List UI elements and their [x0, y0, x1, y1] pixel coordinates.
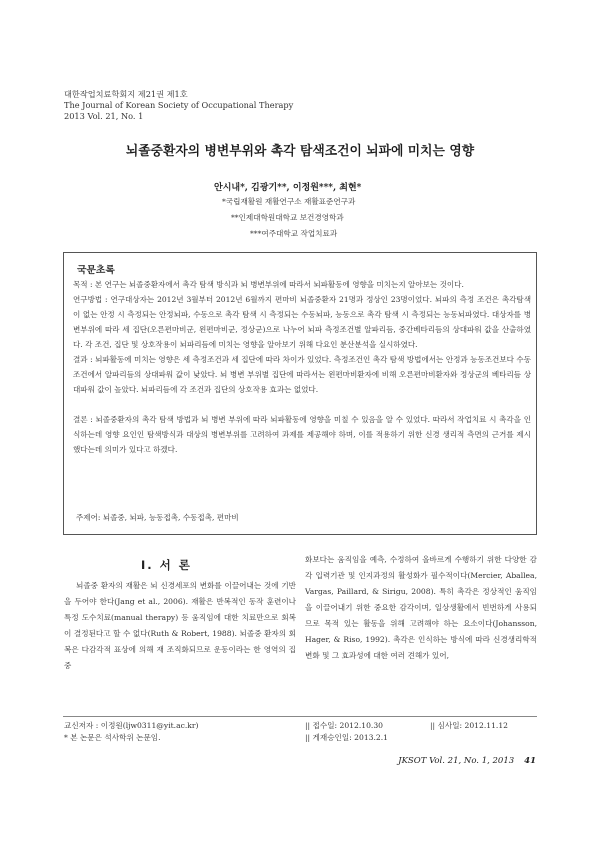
abstract-methods: 연구방법 : 연구대상자는 2012년 3월부터 2012년 6월까지 편마비 뇌졸중환자 21명과 정상인 23명이었다. 뇌파의 측정 조건은 촉각탐색이 없는 안정 시 측정되는 안정뇌파, 수동으로 촉각 탐색 시 측정되는 수동뇌파, 능동으로 촉각 탐색 시 측정되는 능동뇌파였다. 대상자를 병변부위에 따라 세 집단(오른편마비군, 왼편마비군, 정상군)으로 나누어 뇌파 측정조건별 알파리듬, 중간베타리듬의 상대파워 값을 산출하였다. 각 조건, 집단 및 상호작용이 뇌파리듬에 미치는 영향을 알아보기 위해 다요인 분산분석을 실시하였다.: [73, 295, 531, 349]
abstract-conclusion: 결론 : 뇌졸중환자의 촉각 탐색 방법과 뇌 병변 부위에 따라 뇌파활동에 영향을 미칠 수 있음을 알 수 있었다. 따라서 작업치료 시 촉각을 인식하는데 영향 요인인 탐색방식과 대상의 병변부위를 고려하여 과제를 제공해야 하며, 이를 적용하기 위한 신경 생리적 측면의 근거를 제시했다는데 의미가 있다고 하겠다.: [73, 415, 531, 454]
keywords: 주제어: 뇌졸중, 뇌파, 능동접촉, 수동접촉, 편마비: [76, 513, 239, 522]
right-paragraph: 화보다는 움직임을 예측, 수정하여 올바르게 수행하기 위한 다양한 감각 입력기관 및 인지과정의 활성화가 필수적이다(Mercier, Aballea, Vargas, Paillard, & Sirigu, 2008). 특히 촉각은 정상적인 움직임을 이끌어내기 위한 중요한 감각이며, 일상생활에서 빈번하게 사용되므로 목적 있는 활동을 위해 고려해야 하는 요소이다(Johansson, Hager, & Riso, 1992). 촉각은 인식하는 방식에 따라 신경생리학적 변화 및 그 효과성에 대한 여러 견해가 있어,: [305, 555, 537, 660]
journal-name-english: The Journal of Korean Society of Occupational Therapy: [64, 100, 294, 110]
footer-divider: [63, 716, 537, 717]
affiliation-3: ***여주대학교 작업치료과: [250, 229, 338, 238]
journal-citation: JKSOT Vol. 21, No. 1, 2013: [398, 756, 515, 766]
journal-name-korean: 대한작업치료학회지 제21권 제1호: [64, 89, 188, 99]
accepted-date: || 게재승인일: 2013.2.1: [305, 733, 388, 742]
page-footer: [398, 756, 536, 766]
corresponding-author: 교신저자 : 이정원(ljw0311@yit.ac.kr): [64, 721, 199, 730]
abstract-box: [63, 252, 537, 535]
authors: 안시내*, 김광기**, 이정원***, 최현*: [214, 183, 362, 193]
abstract-results: 결과 : 뇌파활동에 미치는 영향은 세 측정조건과 세 집단에 따라 차이가 있었다. 측정조건인 촉각 탐색 방법에서는 안정과 능동조건보다 수동조건에서 알파리듬의 상대파워 값이 낮았다. 뇌 병변 부위별 집단에 따라서는 왼편마비환자에 비해 오른편마비환자와 정상군의 베타리듬 상대파워 값이 높았다. 뇌파리듬에 각 조건과 집단의 상호작용 효과는 없었다.: [73, 355, 531, 394]
journal-header: [64, 89, 293, 122]
journal-volume: 2013 Vol. 21, No. 1: [64, 111, 144, 121]
thesis-note: * 본 논문은 석사학위 논문임.: [64, 733, 161, 742]
affiliation-1: *국립재활원 재활연구소 재활표준연구과: [222, 197, 356, 206]
left-paragraph: 뇌졸중 환자의 재활은 뇌 신경세포의 변화를 이끌어내는 것에 기반을 두어야 한다(Jang et al., 2006). 재활은 반복적인 동작 훈련이나 특정 도수치료(manual therapy) 등 움직임에 대한 치료만으로 회복이 결정된다고 할 수 없다(Ruth & Robert, 1988). 뇌졸중 환자의 회복은 다감각적 표상에 의해 재 조직화되므로 운동이라는 한 영역의 집중: [64, 581, 296, 670]
left-column: [64, 578, 296, 674]
paper-title: 뇌졸중환자의 병변부위와 촉각 탐색조건이 뇌파에 미치는 영향: [125, 144, 475, 159]
abstract-heading: 국문초록: [77, 265, 115, 276]
received-date: || 접수일: 2012.10.30: [305, 721, 383, 730]
reviewed-date: || 심사일: 2012.11.12: [430, 721, 508, 730]
page-number: 41: [524, 756, 536, 766]
right-column: [305, 552, 537, 664]
section-title-introduction: Ⅰ. 서 론: [141, 558, 192, 572]
abstract-purpose: 목적 : 본 연구는 뇌졸중환자에서 촉각 탐색 방식과 뇌 병변부위에 따라서 뇌파활동에 영향을 미치는지 알아보는 것이다.: [73, 280, 464, 289]
affiliation-2: **인제대학원대학교 보건경영학과: [231, 213, 344, 222]
